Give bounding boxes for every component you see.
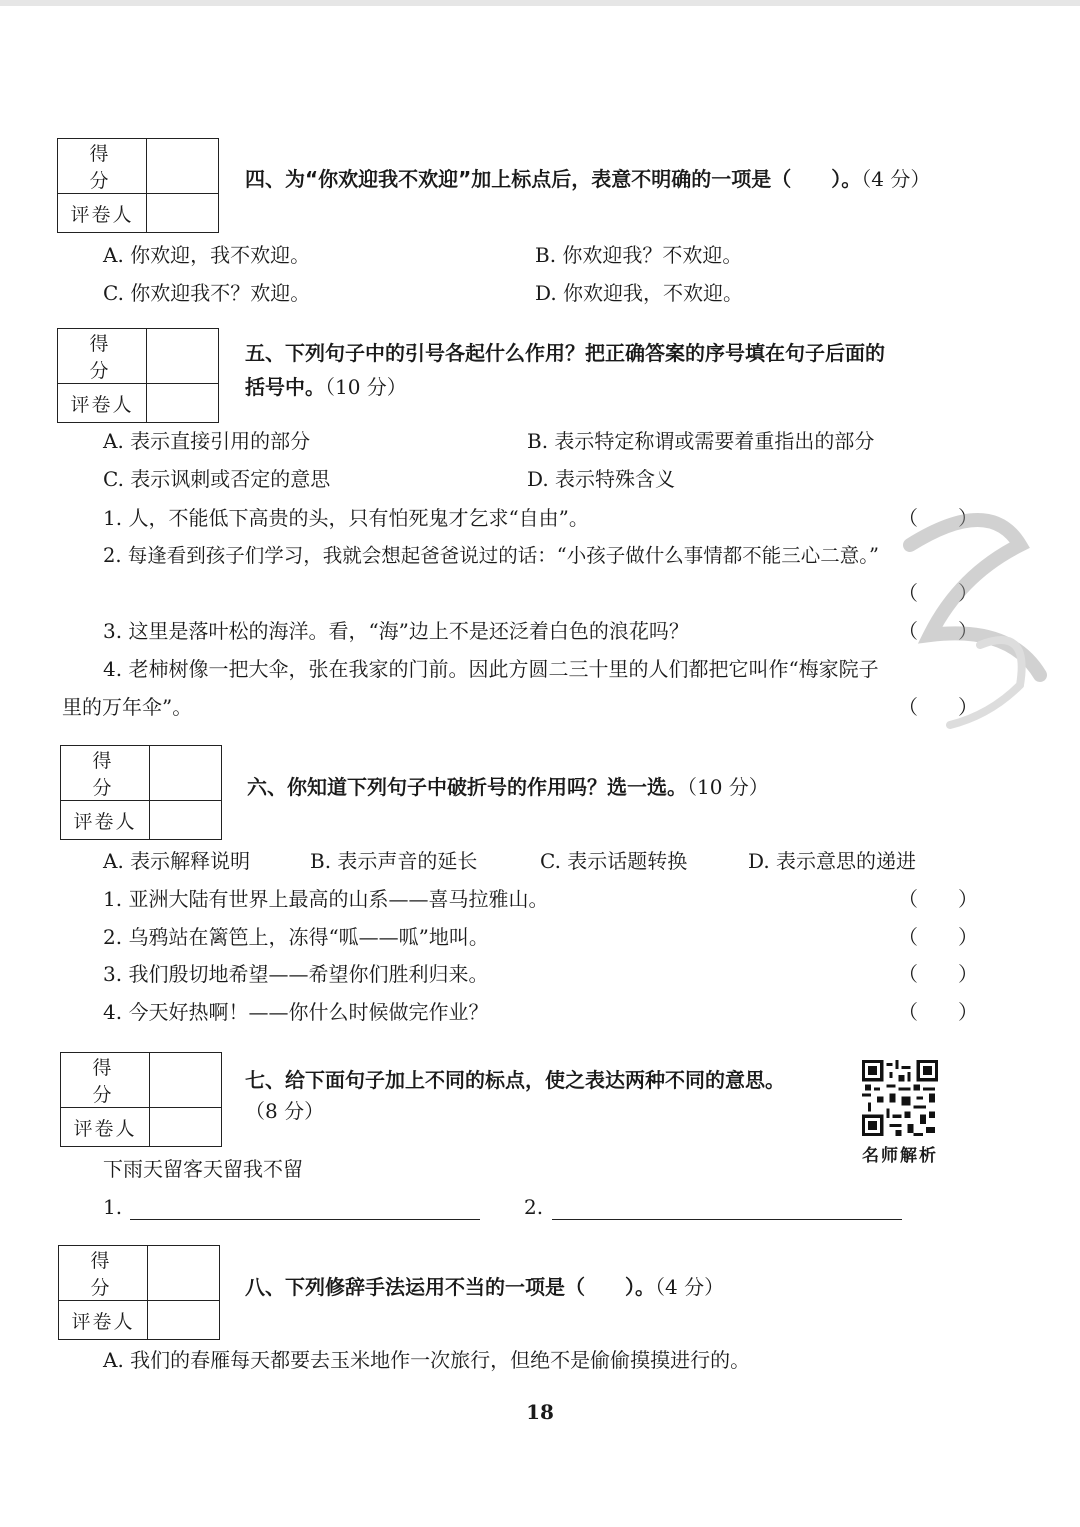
q6-option-d: D. 表示意思的递进 bbox=[748, 849, 917, 873]
q6-option-b: B. 表示声音的延长 bbox=[310, 849, 478, 873]
score-box-q5 bbox=[57, 328, 219, 423]
q4-option-c: C. 你欢迎我不？欢迎。 bbox=[103, 281, 311, 305]
faded-stamp-mark bbox=[870, 485, 1070, 775]
q5-item-1: 1. 人，不能低下高贵的头，只有怕死鬼才乞求“自由”。 bbox=[103, 506, 589, 530]
score-cell[interactable] bbox=[150, 1053, 222, 1108]
q5-answer-1[interactable]: （ ） bbox=[898, 506, 978, 530]
grader-cell[interactable] bbox=[148, 1301, 220, 1340]
q5-title-line2: 括号中。（10 分） bbox=[245, 375, 407, 399]
q5-answer-2[interactable]: （ ） bbox=[898, 581, 978, 605]
q8-option-a: A. 我们的春雁每天都要去玉米地作一次旅行，但绝不是偷偷摸摸进行的。 bbox=[103, 1348, 751, 1372]
q5-option-c: C. 表示讽刺或否定的意思 bbox=[103, 467, 331, 491]
score-cell[interactable] bbox=[150, 746, 222, 801]
q6-answer-3[interactable]: （ ） bbox=[898, 962, 978, 986]
q6-option-a: A. 表示解释说明 bbox=[103, 849, 251, 873]
q6-answer-2[interactable]: （ ） bbox=[898, 925, 978, 949]
qr-code-icon[interactable] bbox=[862, 1060, 938, 1136]
q4-option-d: D. 你欢迎我，不欢迎。 bbox=[535, 281, 744, 305]
score-label: 得 分 bbox=[61, 746, 150, 801]
q6-answer-1[interactable]: （ ） bbox=[898, 887, 978, 911]
q5-item-2: 2. 每逢看到孩子们学习，我就会想起爸爸说过的话：“小孩子做什么事情都不能三心二意。” bbox=[103, 544, 879, 567]
score-box-q6 bbox=[60, 745, 222, 840]
q6-title: 六、你知道下列句子中破折号的作用吗？选一选。（10 分） bbox=[247, 775, 769, 799]
grader-label: 评卷人 bbox=[59, 1301, 148, 1340]
q5-option-d: D. 表示特殊含义 bbox=[527, 467, 676, 491]
score-box-q4 bbox=[57, 138, 219, 233]
q7-points: （8 分） bbox=[245, 1099, 325, 1123]
q6-answer-4[interactable]: （ ） bbox=[898, 1000, 978, 1024]
score-cell[interactable] bbox=[147, 329, 219, 384]
q5-item-4: 4. 老柿树像一把大伞，张在我家的门前。因此方圆二三十里的人们都把它叫作“梅家院子 bbox=[103, 657, 879, 681]
score-cell[interactable] bbox=[147, 139, 219, 194]
q6-option-c: C. 表示话题转换 bbox=[540, 849, 688, 873]
q5-item-3: 3. 这里是落叶松的海洋。看，“海”边上不是还泛着白色的浪花吗？ bbox=[103, 619, 689, 643]
q6-item-3: 3. 我们殷切地希望——希望你们胜利归来。 bbox=[103, 962, 489, 986]
q5-item-4-cont: 里的万年伞”。 bbox=[62, 695, 193, 719]
grader-label: 评卷人 bbox=[58, 384, 147, 423]
q7-blank1-label: 1. bbox=[103, 1195, 123, 1219]
q6-item-1: 1. 亚洲大陆有世界上最高的山系——喜马拉雅山。 bbox=[103, 887, 549, 911]
qr-code-label: 名师解析 bbox=[862, 1146, 938, 1166]
q4-option-b: B. 你欢迎我？不欢迎。 bbox=[535, 243, 743, 267]
q5-option-b: B. 表示特定称谓或需要着重指出的部分 bbox=[527, 429, 875, 453]
grader-cell[interactable] bbox=[150, 1108, 222, 1147]
score-box-q8 bbox=[58, 1245, 220, 1340]
grader-label: 评卷人 bbox=[58, 194, 147, 233]
grader-label: 评卷人 bbox=[61, 801, 150, 840]
q5-answer-4[interactable]: （ ） bbox=[898, 695, 978, 719]
score-label: 得 分 bbox=[58, 329, 147, 384]
q7-blank2-label: 2. bbox=[524, 1195, 544, 1219]
grader-cell[interactable] bbox=[147, 194, 219, 233]
grader-label: 评卷人 bbox=[61, 1108, 150, 1147]
q5-title-line1: 五、下列句子中的引号各起什么作用？把正确答案的序号填在句子后面的 bbox=[245, 341, 885, 365]
q6-item-4: 4. 今天好热啊！——你什么时候做完作业？ bbox=[103, 1000, 489, 1024]
page-top-edge bbox=[0, 0, 1080, 6]
q7-title: 七、给下面句子加上不同的标点，使之表达两种不同的意思。 bbox=[245, 1068, 785, 1092]
q6-item-2: 2. 乌鸦站在篱笆上，冻得“呱——呱”地叫。 bbox=[103, 925, 489, 949]
score-label: 得 分 bbox=[61, 1053, 150, 1108]
grader-cell[interactable] bbox=[147, 384, 219, 423]
q4-option-a: A. 你欢迎，我不欢迎。 bbox=[103, 243, 311, 267]
grader-cell[interactable] bbox=[150, 801, 222, 840]
score-box-q7 bbox=[60, 1052, 222, 1147]
q7-sentence: 下雨天留客天留我不留 bbox=[103, 1157, 303, 1181]
page-number: 18 bbox=[526, 1400, 554, 1424]
q5-option-a: A. 表示直接引用的部分 bbox=[103, 429, 311, 453]
q4-title: 四、为“你欢迎我不欢迎”加上标点后，表意不明确的一项是（ ）。（4 分） bbox=[245, 167, 931, 191]
q7-blank-1[interactable] bbox=[130, 1218, 480, 1220]
q5-answer-3[interactable]: （ ） bbox=[898, 619, 978, 643]
q7-blank-2[interactable] bbox=[552, 1218, 902, 1220]
score-label: 得 分 bbox=[59, 1246, 148, 1301]
score-label: 得 分 bbox=[58, 139, 147, 194]
score-cell[interactable] bbox=[148, 1246, 220, 1301]
q8-title: 八、下列修辞手法运用不当的一项是（ ）。（4 分） bbox=[245, 1275, 725, 1299]
